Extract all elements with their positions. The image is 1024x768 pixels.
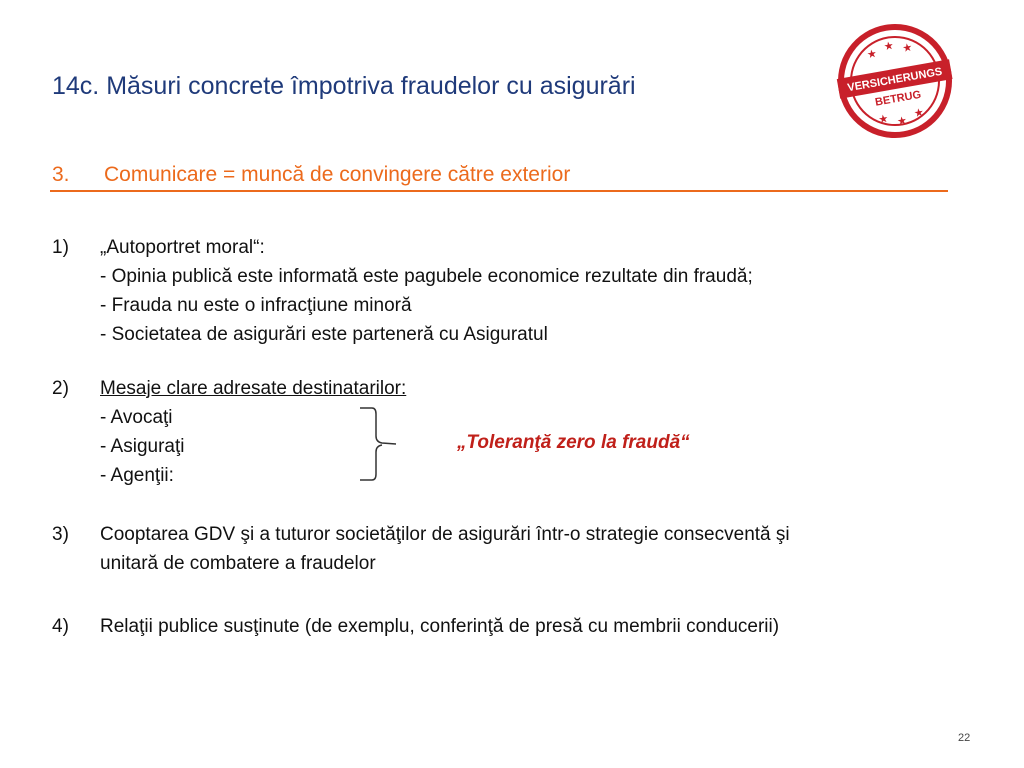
svg-text:★: ★: [895, 113, 908, 129]
svg-text:★: ★: [882, 38, 895, 54]
item-line: - Opinia publică este informată este pagubele economice rezultate din fraudă;: [100, 266, 753, 287]
svg-text:★: ★: [901, 40, 914, 56]
item-line: - Frauda nu este o infracţiune minoră: [100, 295, 412, 316]
svg-text:★: ★: [877, 111, 890, 127]
slide-title: 14c. Măsuri concrete împotriva fraudelor cu asigurări: [52, 72, 636, 100]
item-line: Cooptarea GDV şi a tuturor societăţilor de asigurări într-o strategie consecventă şi: [100, 524, 790, 545]
item-line: - Avocaţi: [100, 407, 173, 428]
orange-divider: [50, 190, 948, 192]
item-line: „Autoportret moral“:: [100, 237, 265, 258]
zero-tolerance-slogan: „Toleranţă zero la fraudă“: [457, 432, 690, 453]
item-number: 3): [52, 524, 69, 545]
item-line: Mesaje clare adresate destinatarilor:: [100, 378, 407, 399]
item-line: - Societatea de asigurări este parteneră cu Asiguratul: [100, 324, 548, 345]
stamp-text-bottom: BETRUG: [874, 88, 923, 109]
item-number: 4): [52, 616, 69, 637]
section-number: 3.: [52, 163, 70, 186]
item-number: 1): [52, 237, 69, 258]
section-subtitle: [52, 163, 570, 187]
svg-text:★: ★: [865, 46, 878, 62]
insurance-fraud-stamp-icon: [836, 22, 954, 140]
svg-text:★: ★: [912, 105, 925, 121]
curly-bracket-icon: [356, 406, 398, 482]
item-line: - Agenţii:: [100, 465, 174, 486]
item-line: Relaţii publice susţinute (de exemplu, conferinţă de presă cu membrii conducerii): [100, 616, 780, 637]
page-number: 22: [958, 732, 971, 744]
section-subtitle-text: Comunicare = muncă de convingere către exterior: [104, 163, 571, 186]
item-number: 2): [52, 378, 69, 399]
item-line: unitară de combatere a fraudelor: [100, 553, 376, 574]
stamp-text-top: VERSICHERUNGS: [846, 65, 944, 95]
item-line: - Asiguraţi: [100, 436, 185, 457]
